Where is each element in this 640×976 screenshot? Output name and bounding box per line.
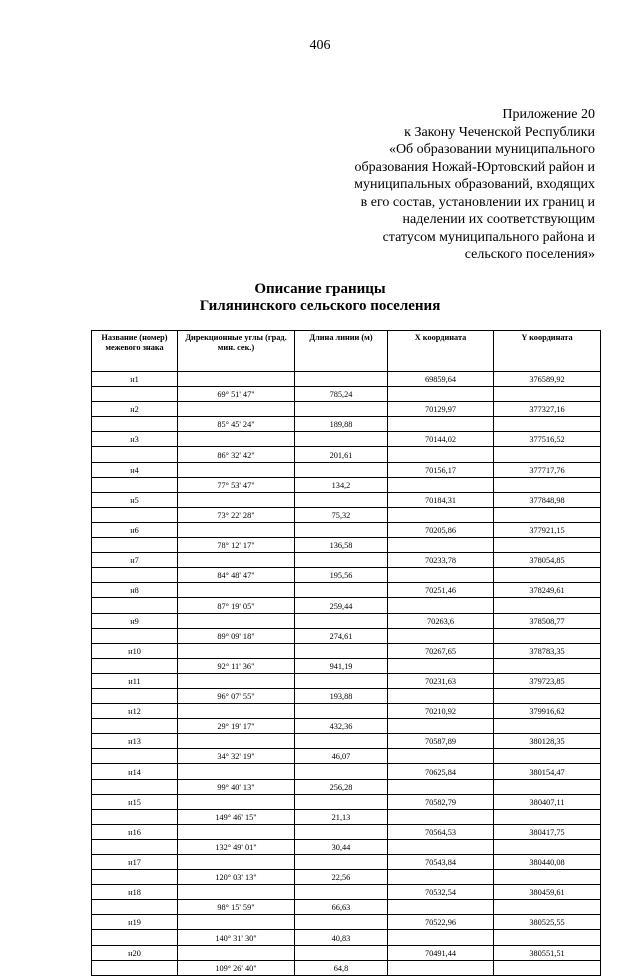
table-row xyxy=(92,719,601,734)
y-coordinate-cell xyxy=(494,719,601,734)
directional-angle: 140° 31' 30" xyxy=(178,930,295,945)
table-row xyxy=(92,402,601,417)
x-coordinate: 70156,17 xyxy=(388,462,494,477)
directional-angle: 89° 09' 18" xyxy=(178,628,295,643)
line-length: 785,24 xyxy=(295,387,388,402)
length-cell xyxy=(295,553,388,568)
table-row xyxy=(92,764,601,779)
appendix-header xyxy=(255,106,595,264)
angle-cell xyxy=(178,462,295,477)
x-coordinate-cell xyxy=(388,417,494,432)
appendix-line: сельского поселения» xyxy=(464,247,595,262)
point-name: н20 xyxy=(92,945,178,960)
table-row xyxy=(92,855,601,870)
x-coordinate: 70210,92 xyxy=(388,704,494,719)
directional-angle: 98° 15' 59" xyxy=(178,900,295,915)
table-row xyxy=(92,688,601,703)
point-name-cell xyxy=(92,598,178,613)
appendix-line: к Закону Чеченской Республики xyxy=(404,124,595,140)
y-coordinate: 376589,92 xyxy=(494,372,601,387)
directional-angle: 84° 48' 47" xyxy=(178,568,295,583)
table-row xyxy=(92,870,601,885)
angle-cell xyxy=(178,734,295,749)
x-coordinate: 70129,97 xyxy=(388,402,494,417)
x-coordinate-cell xyxy=(388,387,494,402)
table-row xyxy=(92,930,601,945)
point-name-cell xyxy=(92,688,178,703)
line-length: 64,8 xyxy=(295,960,388,975)
y-coordinate: 380407,11 xyxy=(494,794,601,809)
point-name-cell xyxy=(92,417,178,432)
y-coordinate: 377921,15 xyxy=(494,522,601,537)
length-cell xyxy=(295,492,388,507)
directional-angle: 149° 46' 15" xyxy=(178,809,295,824)
y-coordinate-cell xyxy=(494,900,601,915)
point-name-cell xyxy=(92,839,178,854)
y-coordinate: 377327,16 xyxy=(494,402,601,417)
line-length: 75,32 xyxy=(295,507,388,522)
length-cell xyxy=(295,945,388,960)
line-length: 22,56 xyxy=(295,870,388,885)
appendix-line: муниципальных образований, входящих xyxy=(354,177,595,192)
line-length: 201,61 xyxy=(295,447,388,462)
y-coordinate-cell xyxy=(494,568,601,583)
length-cell xyxy=(295,673,388,688)
x-coordinate: 70184,31 xyxy=(388,492,494,507)
line-length: 134,2 xyxy=(295,477,388,492)
table-row xyxy=(92,417,601,432)
appendix-line: статусом муниципального района и xyxy=(382,229,595,245)
length-cell xyxy=(295,522,388,537)
point-name: н11 xyxy=(92,673,178,688)
x-coordinate-cell xyxy=(388,719,494,734)
length-cell xyxy=(295,915,388,930)
y-coordinate-cell xyxy=(494,507,601,522)
line-length: 136,58 xyxy=(295,538,388,553)
line-length: 40,83 xyxy=(295,930,388,945)
point-name-cell xyxy=(92,507,178,522)
document-title xyxy=(0,281,640,315)
y-coordinate: 380440,08 xyxy=(494,855,601,870)
line-length: 274,61 xyxy=(295,628,388,643)
x-coordinate-cell xyxy=(388,839,494,854)
table-row xyxy=(92,387,601,402)
table-row xyxy=(92,432,601,447)
angle-cell xyxy=(178,492,295,507)
table-row xyxy=(92,372,601,387)
point-name-cell xyxy=(92,960,178,975)
length-cell xyxy=(295,794,388,809)
directional-angle: 99° 40' 13" xyxy=(178,779,295,794)
table-row xyxy=(92,553,601,568)
y-coordinate: 379723,85 xyxy=(494,673,601,688)
point-name-cell xyxy=(92,779,178,794)
line-length: 259,44 xyxy=(295,598,388,613)
table-row xyxy=(92,734,601,749)
table-row xyxy=(92,462,601,477)
y-coordinate-cell xyxy=(494,417,601,432)
angle-cell xyxy=(178,643,295,658)
line-length: 195,56 xyxy=(295,568,388,583)
point-name: н17 xyxy=(92,855,178,870)
y-coordinate-cell xyxy=(494,960,601,975)
angle-cell xyxy=(178,794,295,809)
table-row xyxy=(92,643,601,658)
line-length: 256,28 xyxy=(295,779,388,794)
point-name-cell xyxy=(92,719,178,734)
angle-cell xyxy=(178,372,295,387)
table-row xyxy=(92,522,601,537)
appendix-line: Приложение 20 xyxy=(502,107,595,122)
x-coordinate-cell xyxy=(388,628,494,643)
table-row xyxy=(92,794,601,809)
point-name-cell xyxy=(92,930,178,945)
angle-cell xyxy=(178,553,295,568)
y-coordinate-cell xyxy=(494,658,601,673)
x-coordinate: 70522,96 xyxy=(388,915,494,930)
length-cell xyxy=(295,885,388,900)
x-coordinate: 70587,89 xyxy=(388,734,494,749)
angle-cell xyxy=(178,432,295,447)
line-length: 46,07 xyxy=(295,749,388,764)
table-row xyxy=(92,885,601,900)
x-coordinate-cell xyxy=(388,598,494,613)
point-name: н5 xyxy=(92,492,178,507)
y-coordinate: 380154,47 xyxy=(494,764,601,779)
x-coordinate-cell xyxy=(388,960,494,975)
x-coordinate-cell xyxy=(388,930,494,945)
y-coordinate-cell xyxy=(494,779,601,794)
line-length: 66,63 xyxy=(295,900,388,915)
line-length: 941,19 xyxy=(295,658,388,673)
angle-cell xyxy=(178,673,295,688)
table-row xyxy=(92,945,601,960)
length-cell xyxy=(295,764,388,779)
angle-cell xyxy=(178,855,295,870)
y-coordinate-cell xyxy=(494,809,601,824)
point-name-cell xyxy=(92,568,178,583)
point-name-cell xyxy=(92,447,178,462)
table-row xyxy=(92,628,601,643)
header-angle: Дирекционные углы (град. мин. сек.) xyxy=(178,331,295,372)
angle-cell xyxy=(178,824,295,839)
directional-angle: 92° 11' 36" xyxy=(178,658,295,673)
point-name: н1 xyxy=(92,372,178,387)
point-name: н6 xyxy=(92,522,178,537)
y-coordinate-cell xyxy=(494,387,601,402)
x-coordinate: 70144,02 xyxy=(388,432,494,447)
length-cell xyxy=(295,402,388,417)
x-coordinate-cell xyxy=(388,900,494,915)
angle-cell xyxy=(178,945,295,960)
point-name: н7 xyxy=(92,553,178,568)
y-coordinate: 380525,55 xyxy=(494,915,601,930)
point-name: н13 xyxy=(92,734,178,749)
header-point-name: Название (номер) межевого знака xyxy=(92,331,178,372)
header-length: Длина линии (м) xyxy=(295,331,388,372)
line-length: 189,88 xyxy=(295,417,388,432)
length-cell xyxy=(295,613,388,628)
table-row xyxy=(92,900,601,915)
boundary-table xyxy=(91,330,601,976)
angle-cell xyxy=(178,522,295,537)
table-row xyxy=(92,658,601,673)
point-name: н3 xyxy=(92,432,178,447)
title-line: Гилянинского сельского поселения xyxy=(199,298,441,314)
point-name-cell xyxy=(92,870,178,885)
x-coordinate: 70263,6 xyxy=(388,613,494,628)
x-coordinate-cell xyxy=(388,658,494,673)
y-coordinate-cell xyxy=(494,628,601,643)
y-coordinate-cell xyxy=(494,598,601,613)
point-name: н4 xyxy=(92,462,178,477)
y-coordinate: 377848,98 xyxy=(494,492,601,507)
header-y: Y координата xyxy=(494,331,601,372)
point-name: н10 xyxy=(92,643,178,658)
point-name: н14 xyxy=(92,764,178,779)
point-name-cell xyxy=(92,538,178,553)
y-coordinate-cell xyxy=(494,870,601,885)
appendix-line: образования Ножай-Юртовский район и xyxy=(354,159,595,175)
y-coordinate: 378783,35 xyxy=(494,643,601,658)
y-coordinate-cell xyxy=(494,688,601,703)
y-coordinate: 380128,35 xyxy=(494,734,601,749)
appendix-line: наделении их соответствующим xyxy=(402,212,595,227)
x-coordinate: 70233,78 xyxy=(388,553,494,568)
table-row xyxy=(92,492,601,507)
table-header-row xyxy=(92,331,601,372)
page-number: 406 xyxy=(309,38,331,53)
length-cell xyxy=(295,734,388,749)
table-row xyxy=(92,583,601,598)
point-name: н9 xyxy=(92,613,178,628)
table-row xyxy=(92,704,601,719)
table-row xyxy=(92,538,601,553)
point-name-cell xyxy=(92,628,178,643)
appendix-line: «Об образовании муниципального xyxy=(388,142,595,157)
point-name: н8 xyxy=(92,583,178,598)
point-name-cell xyxy=(92,387,178,402)
y-coordinate-cell xyxy=(494,477,601,492)
point-name-cell xyxy=(92,658,178,673)
point-name: н19 xyxy=(92,915,178,930)
x-coordinate-cell xyxy=(388,749,494,764)
table-row xyxy=(92,749,601,764)
y-coordinate: 377516,52 xyxy=(494,432,601,447)
angle-cell xyxy=(178,583,295,598)
angle-cell xyxy=(178,764,295,779)
y-coordinate-cell xyxy=(494,538,601,553)
table-row xyxy=(92,809,601,824)
x-coordinate: 70532,54 xyxy=(388,885,494,900)
x-coordinate: 70231,63 xyxy=(388,673,494,688)
directional-angle: 132° 49' 01" xyxy=(178,839,295,854)
directional-angle: 120° 03' 13" xyxy=(178,870,295,885)
x-coordinate: 70582,79 xyxy=(388,794,494,809)
directional-angle: 85° 45' 24" xyxy=(178,417,295,432)
point-name: н2 xyxy=(92,402,178,417)
line-length: 193,88 xyxy=(295,688,388,703)
length-cell xyxy=(295,583,388,598)
y-coordinate-cell xyxy=(494,839,601,854)
table-row xyxy=(92,839,601,854)
x-coordinate-cell xyxy=(388,688,494,703)
y-coordinate: 377717,76 xyxy=(494,462,601,477)
point-name: н16 xyxy=(92,824,178,839)
table-row xyxy=(92,824,601,839)
table-row xyxy=(92,779,601,794)
appendix-line: в его состав, установлении их границ и xyxy=(360,194,595,210)
angle-cell xyxy=(178,402,295,417)
y-coordinate: 380417,75 xyxy=(494,824,601,839)
line-length: 432,36 xyxy=(295,719,388,734)
directional-angle: 109° 26' 40" xyxy=(178,960,295,975)
angle-cell xyxy=(178,915,295,930)
table-row xyxy=(92,477,601,492)
x-coordinate-cell xyxy=(388,447,494,462)
directional-angle: 29° 19' 17" xyxy=(178,719,295,734)
y-coordinate-cell xyxy=(494,930,601,945)
x-coordinate: 69859,64 xyxy=(388,372,494,387)
directional-angle: 69° 51' 47" xyxy=(178,387,295,402)
point-name: н18 xyxy=(92,885,178,900)
angle-cell xyxy=(178,613,295,628)
point-name-cell xyxy=(92,749,178,764)
directional-angle: 34° 32' 19" xyxy=(178,749,295,764)
x-coordinate: 70564,53 xyxy=(388,824,494,839)
length-cell xyxy=(295,462,388,477)
x-coordinate: 70625,84 xyxy=(388,764,494,779)
x-coordinate-cell xyxy=(388,477,494,492)
y-coordinate-cell xyxy=(494,749,601,764)
title-line: Описание границы xyxy=(254,281,386,297)
y-coordinate: 380459,61 xyxy=(494,885,601,900)
length-cell xyxy=(295,643,388,658)
header-x: X координата xyxy=(388,331,494,372)
y-coordinate: 378054,85 xyxy=(494,553,601,568)
directional-angle: 87° 19' 05" xyxy=(178,598,295,613)
x-coordinate-cell xyxy=(388,538,494,553)
table-row xyxy=(92,960,601,975)
x-coordinate: 70205,86 xyxy=(388,522,494,537)
length-cell xyxy=(295,372,388,387)
x-coordinate-cell xyxy=(388,809,494,824)
table-row xyxy=(92,507,601,522)
point-name-cell xyxy=(92,900,178,915)
directional-angle: 77° 53' 47" xyxy=(178,477,295,492)
table-row xyxy=(92,673,601,688)
table-row xyxy=(92,915,601,930)
point-name-cell xyxy=(92,809,178,824)
x-coordinate: 70251,46 xyxy=(388,583,494,598)
x-coordinate-cell xyxy=(388,507,494,522)
length-cell xyxy=(295,432,388,447)
point-name: н15 xyxy=(92,794,178,809)
directional-angle: 78° 12' 17" xyxy=(178,538,295,553)
angle-cell xyxy=(178,885,295,900)
directional-angle: 96° 07' 55" xyxy=(178,688,295,703)
x-coordinate: 70543,84 xyxy=(388,855,494,870)
length-cell xyxy=(295,855,388,870)
x-coordinate-cell xyxy=(388,870,494,885)
table-row xyxy=(92,447,601,462)
y-coordinate: 380551,51 xyxy=(494,945,601,960)
x-coordinate-cell xyxy=(388,568,494,583)
length-cell xyxy=(295,824,388,839)
y-coordinate: 378508,77 xyxy=(494,613,601,628)
x-coordinate: 70267,65 xyxy=(388,643,494,658)
directional-angle: 73° 22' 28" xyxy=(178,507,295,522)
line-length: 21,13 xyxy=(295,809,388,824)
point-name: н12 xyxy=(92,704,178,719)
y-coordinate: 379916,62 xyxy=(494,704,601,719)
point-name-cell xyxy=(92,477,178,492)
table-row xyxy=(92,598,601,613)
x-coordinate-cell xyxy=(388,779,494,794)
length-cell xyxy=(295,704,388,719)
table-row xyxy=(92,613,601,628)
y-coordinate: 378249,61 xyxy=(494,583,601,598)
table-row xyxy=(92,568,601,583)
directional-angle: 86° 32' 42" xyxy=(178,447,295,462)
x-coordinate: 70491,44 xyxy=(388,945,494,960)
line-length: 30,44 xyxy=(295,839,388,854)
y-coordinate-cell xyxy=(494,447,601,462)
angle-cell xyxy=(178,704,295,719)
